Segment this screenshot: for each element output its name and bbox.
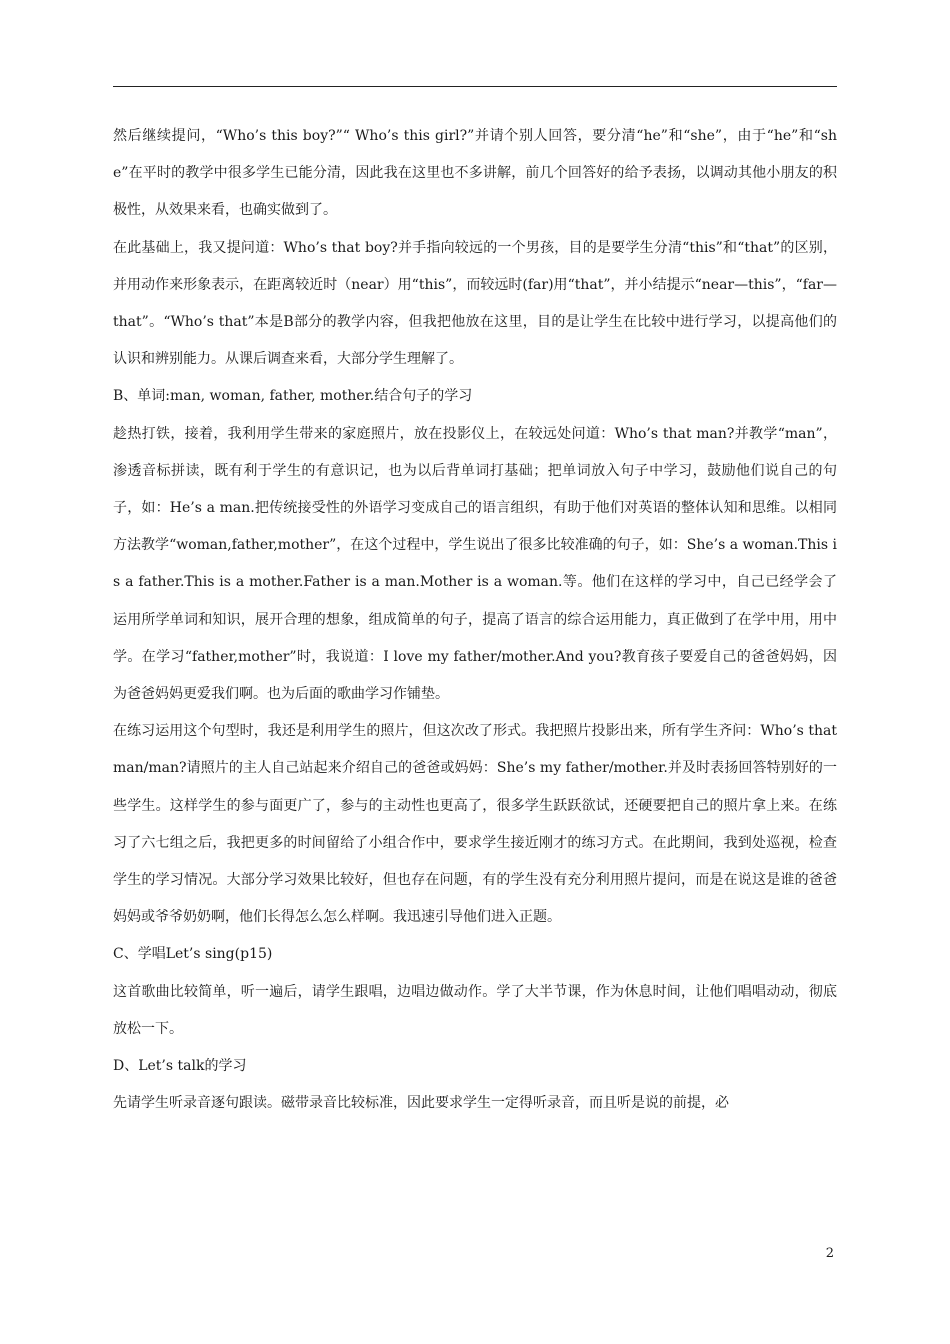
- paragraph: 然后继续提问，“Who’s this boy?”“ Who’s this girl?”并请个别人回答，要分清“he”和“she”，由于“he”和“she”在平时的教学中很多学生已能分清，因此我在这里也不多讲解，前几个回答好的给予表扬，以调动其他小朋友的积极性，从效果来看，也确实做到了。: [113, 128, 837, 219]
- section-heading: B、单词:man, woman, father, mother.结合句子的学习: [113, 388, 473, 405]
- paragraph: 先请学生听录音逐句跟读。磁带录音比较标准，因此要求学生一定得听录音，而且听是说的前提，必: [113, 1095, 729, 1112]
- paragraph: 这首歌曲比较简单，听一遍后，请学生跟唱，边唱边做动作。学了大半节课，作为休息时间，让他们唱唱动动，彻底放松一下。: [113, 983, 837, 1037]
- paragraph: 在练习运用这个句型时，我还是利用学生的照片，但这次改了形式。我把照片投影出来，所有学生齐问：Who’s that man/man?请照片的主人自己站起来介绍自己的爸爸或妈妈：She’s my father/mother.并及时表扬回答特别好的一些学生。这样学生的参与面更广了，参与的主动性也更高了，很多学生跃跃欲试，还硬要把自己的照片拿上来。在练习了六七组之后，我把更多的时间留给了小组合作中，要求学生接近刚才的练习方式。在此期间，我到处巡视，检查学生的学习情况。大部分学习效果比较好，但也存在问题，有的学生没有充分利用照片提问，而是在说这是谁的爸爸妈妈或爷爷奶奶啊，他们长得怎么怎么样啊。我迅速引导他们进入正题。: [113, 723, 837, 926]
- section-heading: C、学唱Let’s sing(p15): [113, 946, 273, 963]
- section-heading: D、Let’s talk的学习: [113, 1058, 247, 1075]
- page-number: 2: [825, 1246, 834, 1261]
- document-body: [113, 118, 837, 1122]
- header-rule: [113, 86, 837, 87]
- paragraph: 趁热打铁，接着，我利用学生带来的家庭照片，放在投影仪上，在较远处问道：Who’s that man?并教学“man”，渗透音标拼读，既有利于学生的有意识记，也为以后背单词打基础；把单词放入句子中学习，鼓励他们说自己的句子，如：He’s a man.把传统接受性的外语学习变成自己的语言组织，有助于他们对英语的整体认知和思维。以相同方法教学“woman,father,mother”，在这个过程中，学生说出了很多比较准确的句子，如：She’s a woman.This is a father.This is a mother.Father is a man.Mother is a woman.等。他们在这样的学习中，自己已经学会了运用所学单词和知识，展开合理的想象，组成简单的句子，提高了语言的综合运用能力，真正做到了在学中用，用中学。在学习“father,mother”时，我说道：I love my father/mother.And you?教育孩子要爱自己的爸爸妈妈，因为爸爸妈妈更爱我们啊。也为后面的歌曲学习作铺垫。: [113, 425, 837, 703]
- paragraph: 在此基础上，我又提问道：Who’s that boy?并手指向较远的一个男孩，目的是要学生分清“this”和“that”的区别，并用动作来形象表示，在距离较近时（near）用“this”，而较远时(far)用“that”，并小结提示“near—this”，“far—that”。“Who’s that”本是B部分的教学内容，但我把他放在这里，目的是让学生在比较中进行学习，以提高他们的认识和辨别能力。从课后调查来看，大部分学生理解了。: [113, 239, 837, 368]
